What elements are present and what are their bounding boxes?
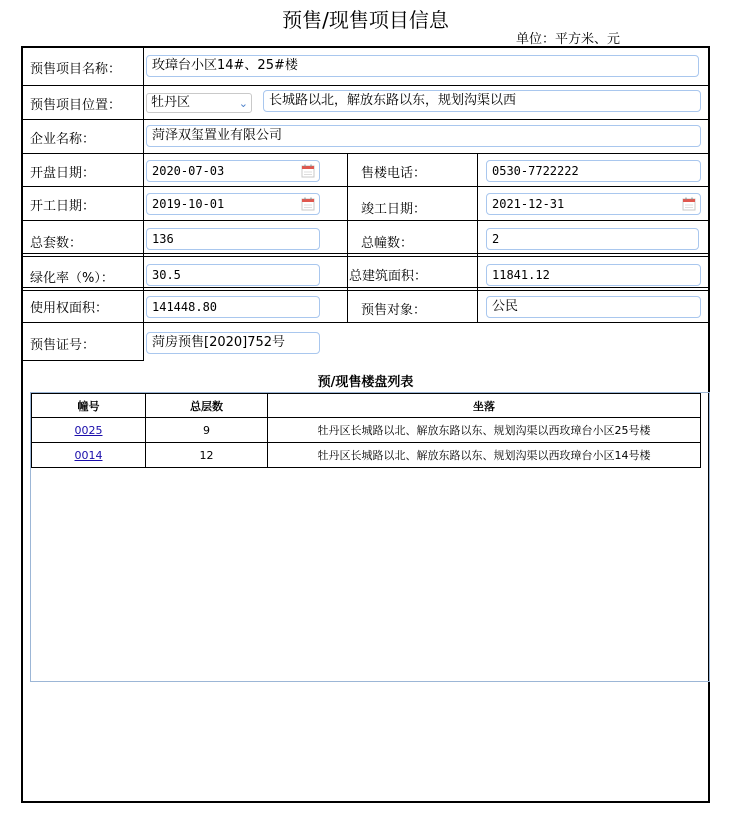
green-rate-label: 绿化率（%）： — [30, 271, 114, 286]
table-row — [32, 443, 701, 468]
building-list-table — [31, 393, 701, 468]
open-date-field[interactable] — [146, 160, 320, 182]
project-name-field[interactable]: 玫璋台小区14#、25#楼 — [146, 55, 699, 77]
row-divider — [21, 253, 710, 254]
building-link[interactable]: 0014 — [74, 448, 103, 462]
permit-no-label: 预售证号： — [30, 338, 96, 353]
total-buildings-label: 总幢数： — [361, 236, 414, 251]
total-buildings-field[interactable]: 2 — [486, 228, 699, 250]
total-units-label: 总套数： — [30, 236, 83, 251]
col-divider — [477, 153, 478, 322]
district-select-value: 牡丹区 — [151, 95, 191, 110]
table-row — [32, 418, 701, 443]
project-location-label: 预售项目位置： — [30, 98, 122, 113]
calendar-icon[interactable] — [301, 164, 315, 178]
col-divider — [347, 153, 348, 322]
row-divider — [21, 85, 710, 86]
land-use-area-label: 使用权面积： — [30, 301, 109, 316]
total-floor-area-label: 总建筑面积： — [349, 269, 428, 284]
row-divider — [21, 256, 710, 257]
chevron-down-icon: ⌄ — [238, 97, 248, 110]
calendar-icon[interactable] — [301, 197, 315, 211]
total-units-field[interactable]: 136 — [146, 228, 320, 250]
address-field[interactable]: 长城路以北，解放东路以东，规划沟渠以西 — [263, 90, 701, 112]
floors-cell: 9 — [146, 418, 268, 443]
completion-date-label: 竣工日期： — [361, 202, 427, 217]
building-link[interactable]: 0025 — [74, 423, 103, 437]
open-date-label: 开盘日期： — [30, 166, 96, 181]
row-divider — [21, 220, 710, 221]
column-header-building[interactable]: 幢号 — [32, 394, 146, 418]
location-cell: 牡丹区长城路以北、解放东路以东、规划沟渠以西玫璋台小区14号楼 — [268, 443, 701, 468]
page-title: 预售/现售项目信息 — [282, 8, 449, 32]
col-divider — [143, 46, 144, 361]
row-divider — [21, 290, 710, 291]
column-header-location[interactable]: 坐落 — [268, 394, 701, 418]
row-divider — [21, 153, 710, 154]
total-floor-area-field[interactable]: 11841.12 — [486, 264, 701, 286]
location-cell: 牡丹区长城路以北、解放东路以东、规划沟渠以西玫璋台小区25号楼 — [268, 418, 701, 443]
sales-phone-field[interactable]: 0530-7722222 — [486, 160, 701, 182]
row-divider — [21, 287, 710, 288]
company-label: 企业名称： — [30, 132, 96, 147]
land-use-area-field[interactable]: 141448.80 — [146, 296, 320, 318]
open-date-value: 2020-07-03 — [152, 164, 225, 178]
row-divider — [21, 119, 710, 120]
start-date-value: 2019-10-01 — [152, 197, 225, 211]
project-name-label: 预售项目名称： — [30, 62, 122, 77]
floors-cell: 12 — [146, 443, 268, 468]
company-field[interactable]: 菏泽双玺置业有限公司 — [146, 125, 701, 147]
unit-note: 单位：平方米、元 — [516, 32, 621, 47]
row-divider — [21, 186, 710, 187]
sales-phone-label: 售楼电话： — [361, 166, 427, 181]
row-divider — [21, 360, 143, 361]
building-list-title: 预/现售楼盘列表 — [317, 375, 414, 390]
permit-no-field[interactable]: 菏房预售[2020]752号 — [146, 332, 320, 354]
row-divider — [21, 322, 710, 323]
calendar-icon[interactable] — [682, 197, 696, 211]
column-header-floors[interactable]: 总层数 — [146, 394, 268, 418]
start-date-field[interactable] — [146, 193, 320, 215]
building-cell — [32, 418, 146, 443]
building-cell — [32, 443, 146, 468]
green-rate-field[interactable]: 30.5 — [146, 264, 320, 286]
completion-date-value: 2021-12-31 — [492, 197, 565, 211]
start-date-label: 开工日期： — [30, 199, 96, 214]
sale-target-field[interactable]: 公民 — [486, 296, 701, 318]
completion-date-field[interactable] — [486, 193, 701, 215]
district-select[interactable] — [146, 93, 252, 113]
sale-target-label: 预售对象： — [361, 303, 427, 318]
